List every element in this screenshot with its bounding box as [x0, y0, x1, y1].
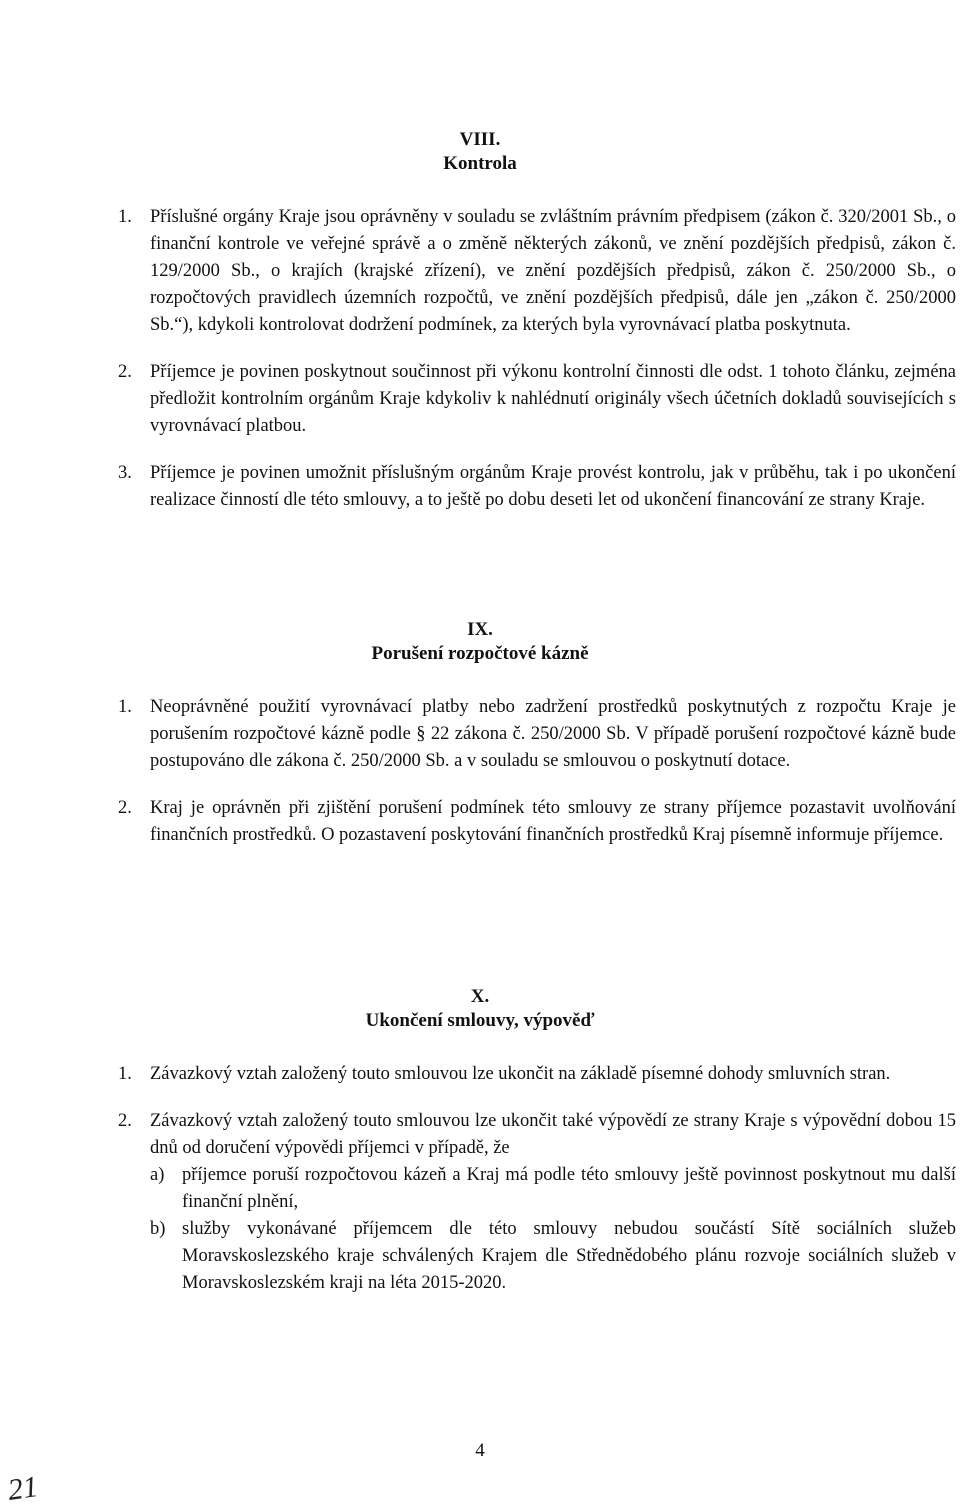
list-item [150, 1162, 956, 1216]
handwritten-mark: 21 [5, 1470, 41, 1507]
list-item-text: služby vykonávané příjemcem dle této smlouvy nebudou součástí Sítě sociálních služeb Moravskoslezského kraje schválených Krajem dle Střednědobého plánu rozvoje sociálních služeb v Moravskoslezském kraji na léta 2015-2020. [182, 1219, 956, 1293]
paragraph [118, 204, 956, 339]
section-heading [0, 618, 960, 666]
paragraph [118, 795, 956, 849]
section-heading [0, 985, 960, 1033]
paragraph [118, 460, 956, 514]
section-title: Porušení rozpočtové kázně [371, 643, 589, 664]
paragraph-text: Příjemce je povinen poskytnout součinnost při výkonu kontrolní činnosti dle odst. 1 tohoto článku, zejména předložit kontrolním orgánům Kraje kdykoliv k nahlédnutí originály všech účetních dokladů souvisejících s vyrovnávací platbou. [150, 362, 956, 436]
paragraph-number: 1. [118, 1064, 132, 1084]
section-title: Kontrola [443, 153, 517, 174]
paragraph-number: 2. [118, 1111, 132, 1131]
list-item-text: příjemce poruší rozpočtovou kázeň a Kraj má podle této smlouvy ještě povinnost poskytnout mu další finanční plnění, [182, 1165, 956, 1212]
section-ix [118, 618, 956, 849]
paragraph [118, 359, 956, 440]
paragraph-text: Příjemce je povinen umožnit příslušným orgánům Kraje provést kontrolu, jak v průběhu, tak i po ukončení realizace činností dle této smlouvy, a to ještě po dobu deseti let od ukončení financování ze strany Kraje. [150, 463, 956, 510]
section-number: IX. [467, 619, 493, 640]
paragraph-text: Závazkový vztah založený touto smlouvou lze ukončit také výpovědí ze strany Kraje s výpovědní dobou 15 dnů od doručení výpovědi příjemci v případě, že [150, 1111, 956, 1158]
paragraph-number: 2. [118, 362, 132, 382]
paragraph-text: Závazkový vztah založený touto smlouvou lze ukončit na základě písemné dohody smluvních stran. [150, 1064, 891, 1084]
paragraph-text: Příslušné orgány Kraje jsou oprávněny v souladu se zvláštním právním předpisem (zákon č. 320/2001 Sb., o finanční kontrole ve veřejné správě a o změně některých zákonů, ve znění pozdějších předpisů, zákon č. 129/2000 Sb., o krajích (krajské zřízení), ve znění pozdějších předpisů, zákon č. 250/2000 Sb., o rozpočtových pravidlech územních rozpočtů, ve znění pozdějších předpisů, dále jen „zákon č. 250/2000 Sb.“), kdykoli kontrolovat dodržení podmínek, za kterých byla vyrovnávací platba poskytnuta. [150, 207, 956, 335]
paragraph-text: Neoprávněné použití vyrovnávací platby nebo zadržení prostředků poskytnutých z rozpočtu Kraje je porušením rozpočtové kázně podle § 22 zákona č. 250/2000 Sb. V případě porušení rozpočtové kázně bude postupováno dle zákona č. 250/2000 Sb. a v souladu se smlouvou o poskytnutí dotace. [150, 697, 956, 771]
list-item [150, 1216, 956, 1297]
section-number: X. [470, 986, 490, 1007]
paragraph-number: 2. [118, 798, 132, 818]
paragraph [118, 694, 956, 775]
section-number: VIII. [459, 129, 501, 150]
section-viii [118, 128, 956, 514]
paragraph-number: 1. [118, 207, 132, 227]
paragraph-number: 3. [118, 463, 132, 483]
paragraph [118, 1108, 956, 1297]
paragraph [118, 1061, 956, 1088]
paragraph-number: 1. [118, 697, 132, 717]
section-x [118, 985, 956, 1297]
section-title: Ukončení smlouvy, výpověď [365, 1010, 595, 1031]
list-item-letter: a) [150, 1165, 165, 1185]
section-heading [0, 128, 960, 176]
list-item-letter: b) [150, 1219, 166, 1239]
page-number: 4 [475, 1440, 485, 1461]
paragraph-text: Kraj je oprávněn při zjištění porušení podmínek této smlouvy ze strany příjemce pozastavit uvolňování finančních prostředků. O pozastavení poskytování finančních prostředků Kraj písemně informuje příjemce. [150, 798, 956, 845]
